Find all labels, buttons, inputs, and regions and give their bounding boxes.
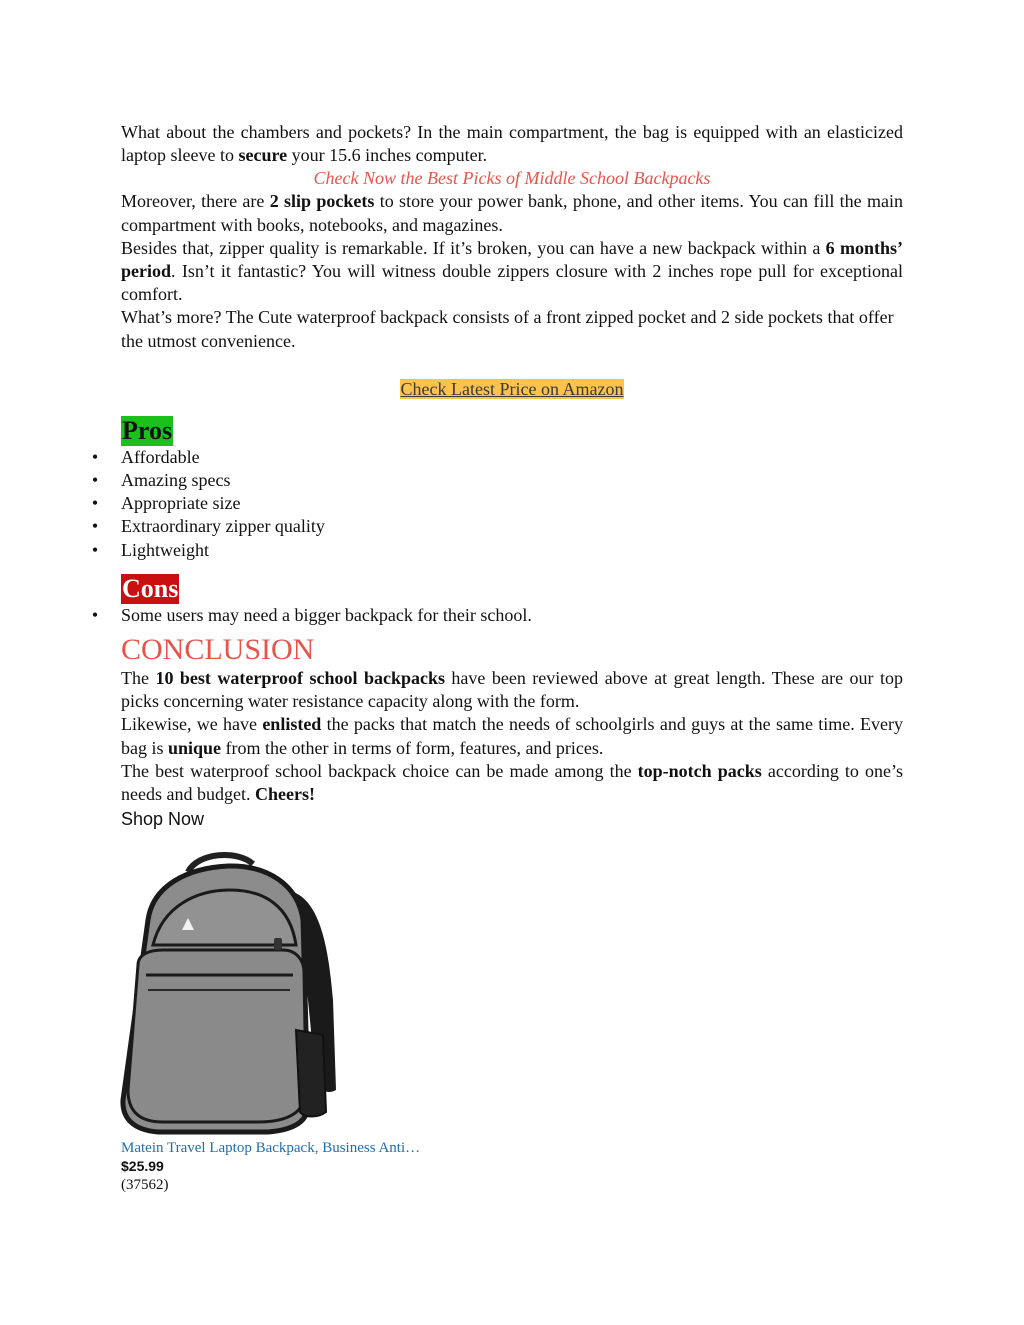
text: to store your power bank, phone, and other items. You can fill the main compartment with books, notebooks, and magazines. (121, 191, 903, 235)
bold-text: top-notch packs (637, 760, 762, 781)
list-item-text: Lightweight (121, 539, 209, 560)
bold-text: 2 slip pockets (269, 191, 375, 212)
bullet-icon: • (91, 539, 99, 560)
paragraph-whats-more: What’s more? The Cute waterproof backpack consists of a front zipped pocket and 2 side pockets that offer the utmost convenience. (121, 307, 894, 351)
text: the packs that match the needs of schoolgirls and guys at the same time. Every bag is (121, 714, 903, 758)
pros-list (91, 446, 903, 562)
list-item (91, 492, 903, 515)
text: Moreover, there are (121, 191, 270, 212)
paragraph-chambers (121, 121, 903, 167)
bold-text: unique (168, 737, 222, 758)
list-item-text: Extraordinary zipper quality (121, 516, 325, 537)
list-item-text: Affordable (121, 446, 200, 467)
shop-now-label: Shop Now (121, 809, 205, 830)
product-price: $25.99 (121, 1158, 164, 1174)
text: . Isn’t it fantastic? You will witness double zippers closure with 2 inches rope pull for exceptional comfort. (121, 261, 903, 305)
paragraph-conclusion-3 (121, 760, 903, 806)
bold-text: Cheers! (254, 784, 315, 805)
list-item-text: Amazing specs (121, 470, 231, 491)
list-item-text: Appropriate size (121, 493, 241, 514)
paragraph-conclusion-1 (121, 667, 903, 713)
bold-text: 6 months’ period (121, 237, 903, 282)
paragraph-conclusion-2 (121, 713, 903, 759)
bullet-icon: • (91, 493, 99, 514)
bullet-icon: • (91, 516, 99, 537)
text: Besides that, zipper quality is remarkable. If it’s broken, you can have a new backpack within a (121, 237, 826, 258)
text: from the other in terms of form, features, and prices. (221, 737, 604, 758)
bold-text: 10 best waterproof school backpacks (155, 668, 445, 689)
list-item-text: Some users may need a bigger backpack for their school. (121, 604, 532, 625)
check-price-amazon-button[interactable]: Check Latest Price on Amazon (400, 378, 624, 399)
text: What about the chambers and pockets? In the main compartment, the bag is equipped with an elasticized laptop sleeve to (121, 122, 903, 166)
bullet-icon: • (91, 470, 99, 491)
amazon-button-wrap (121, 378, 903, 401)
list-item (91, 604, 903, 627)
text: have been reviewed above at great length. These are our top picks concerning water resistance capacity along with the form. (121, 668, 904, 712)
list-item (91, 469, 903, 492)
pros-heading: Pros (122, 415, 173, 445)
bullet-icon: • (91, 604, 99, 625)
cons-heading: Cons (122, 573, 179, 603)
text: The best waterproof school backpack choice can be made among the (121, 760, 638, 781)
backpack-usb-port (274, 938, 282, 950)
backpack-product-image[interactable] (118, 850, 340, 1135)
product-rating-count: (37562) (121, 1177, 169, 1193)
bullet-icon: • (91, 446, 99, 467)
product-title-link[interactable]: Matein Travel Laptop Backpack, Business Anti… (121, 1140, 421, 1156)
paragraph-slip-pockets (121, 190, 903, 236)
cons-list (91, 604, 903, 627)
paragraph-zipper (121, 237, 903, 307)
conclusion-heading: CONCLUSION (121, 633, 315, 667)
article-content (91, 121, 904, 832)
list-item (91, 539, 903, 562)
text: according to one’s needs and budget. (121, 760, 903, 805)
list-item (91, 446, 903, 469)
text: Likewise, we have (121, 714, 263, 735)
text: The (121, 668, 156, 689)
backpack-side-pocket (296, 1030, 326, 1117)
bold-text: secure (238, 145, 288, 166)
bold-text: enlisted (262, 714, 322, 735)
middle-school-link[interactable]: Check Now the Best Picks of Middle School Backpacks (313, 168, 711, 189)
list-item (91, 515, 903, 538)
text: your 15.6 inches computer. (287, 145, 488, 166)
